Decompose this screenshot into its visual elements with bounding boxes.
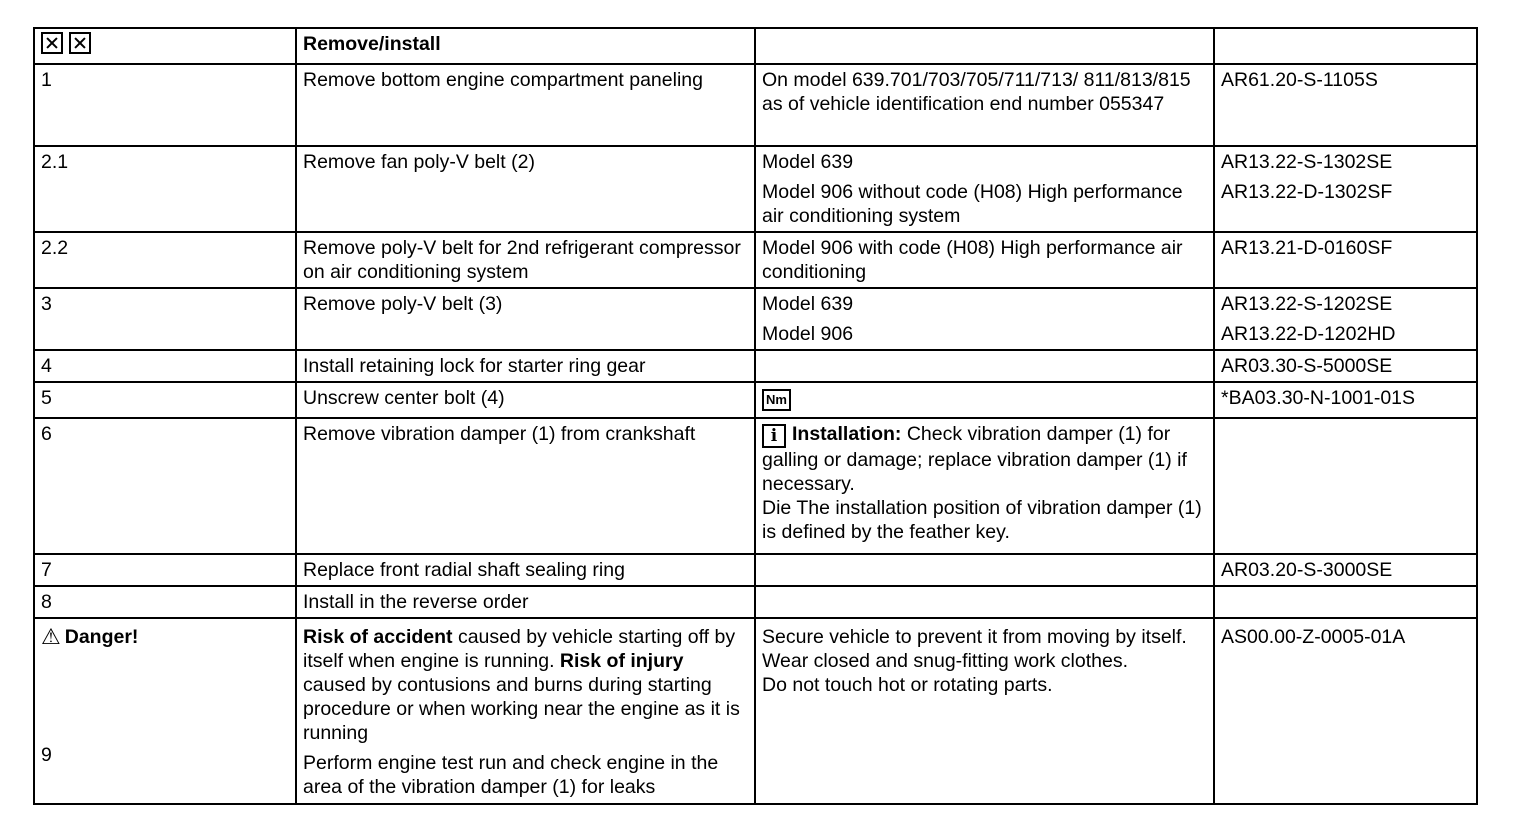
step-notes (755, 146, 1214, 232)
step-notes (755, 288, 1214, 350)
step-notes: Model 906 with code (H08) High performance air conditioning (755, 232, 1214, 288)
table-row (34, 350, 1477, 382)
step-action: Remove poly-V belt for 2nd refrigerant compressor on air conditioning system (296, 232, 755, 288)
danger-label-cell (34, 618, 296, 804)
step-number: 8 (34, 586, 296, 618)
note-line: Die The installation position of vibration damper (1) is defined by the feather key. (762, 497, 1202, 543)
header-title: Remove/install (296, 28, 755, 64)
step-number: 3 (34, 288, 296, 350)
step-action: Remove fan poly-V belt (2) (296, 146, 755, 232)
header-empty-notes (755, 28, 1214, 64)
step-notes (755, 586, 1214, 618)
step-action: Install in the reverse order (296, 586, 755, 618)
table-row (34, 586, 1477, 618)
step-reference (1214, 586, 1477, 618)
note-line: Wear closed and snug-fitting work clothes. (762, 650, 1128, 672)
step-number: 5 (34, 382, 296, 418)
table-row (34, 146, 1477, 232)
step-number: 7 (34, 554, 296, 586)
step-action: Replace front radial shaft sealing ring (296, 554, 755, 586)
table-row (34, 232, 1477, 288)
step-reference[interactable]: AR03.20-S-3000SE (1214, 554, 1477, 586)
risk-accident-text: caused by vehicle starting off by itself when engine is running. (303, 626, 736, 672)
step-action: Remove bottom engine compartment paneling (296, 64, 755, 146)
torque-nm-icon[interactable]: Nm (762, 389, 791, 411)
step-action: Install retaining lock for starter ring gear (296, 350, 755, 382)
step-notes: On model 639.701/703/705/711/713/ 811/813/815 as of vehicle identification end number 055347 (755, 64, 1214, 146)
note-line: Model 906 without code (H08) High performance air conditioning system (762, 181, 1183, 227)
collapse-icon[interactable] (69, 32, 91, 54)
step-action: Remove poly-V belt (3) (296, 288, 755, 350)
step-reference (1214, 288, 1477, 350)
step-reference (1214, 146, 1477, 232)
step-number: 6 (34, 418, 296, 554)
reference-link[interactable]: AR13.22-D-1202HD (1221, 323, 1396, 345)
table-row (34, 64, 1477, 146)
step-number: 9 (41, 744, 52, 766)
note-line: Model 906 (762, 323, 854, 345)
note-line: Model 639 (762, 293, 854, 315)
step-reference[interactable]: AR61.20-S-1105S (1214, 64, 1477, 146)
note-line: Model 639 (762, 151, 854, 173)
danger-notes (755, 618, 1214, 804)
step-reference (1214, 418, 1477, 554)
step-notes (755, 350, 1214, 382)
step-number: 2.1 (34, 146, 296, 232)
installation-label: Installation: (792, 423, 902, 445)
reference-link[interactable]: AR13.22-S-1202SE (1221, 293, 1393, 315)
danger-row (34, 618, 1477, 804)
danger-description (296, 618, 755, 804)
danger-reference[interactable]: AS00.00-Z-0005-01A (1214, 618, 1477, 804)
step-notes (755, 554, 1214, 586)
warning-triangle-icon: ⚠ (41, 624, 61, 649)
step-number: 4 (34, 350, 296, 382)
expand-icon[interactable] (41, 32, 63, 54)
table-header-row (34, 28, 1477, 64)
note-line: Check vibration damper (1) for galling or damage; replace vibration damper (1) if necessary. (762, 423, 1187, 495)
step-action: Remove vibration damper (1) from crankshaft (296, 418, 755, 554)
reference-link[interactable]: AR13.22-D-1302SF (1221, 181, 1393, 203)
step-reference[interactable]: AR03.30-S-5000SE (1214, 350, 1477, 382)
risk-accident-label: Risk of accident (303, 626, 453, 648)
danger-label-text: Danger! (64, 626, 139, 648)
table-row (34, 418, 1477, 554)
step-notes (755, 382, 1214, 418)
header-icons-cell (34, 28, 296, 64)
note-line: Secure vehicle to prevent it from moving by itself. (762, 626, 1187, 648)
step-action: Unscrew center bolt (4) (296, 382, 755, 418)
header-empty-refs (1214, 28, 1477, 64)
step-reference[interactable]: AR13.21-D-0160SF (1214, 232, 1477, 288)
step-reference[interactable]: *BA03.30-N-1001-01S (1214, 382, 1477, 418)
risk-injury-text: caused by contusions and burns during starting procedure or when working near the engine as it is running (303, 674, 740, 744)
table-row (34, 554, 1477, 586)
table-row (34, 288, 1477, 350)
table-row (34, 382, 1477, 418)
danger-label (41, 625, 289, 649)
risk-text (303, 625, 748, 745)
step-number: 1 (34, 64, 296, 146)
step-notes (755, 418, 1214, 554)
info-icon[interactable]: i (762, 424, 786, 448)
reference-link[interactable]: AR13.22-S-1302SE (1221, 151, 1393, 173)
step-action: Perform engine test run and check engine in the area of the vibration damper (1) for leaks (303, 752, 719, 798)
risk-injury-label: Risk of injury (559, 650, 684, 672)
note-line: Do not touch hot or rotating parts. (762, 674, 1053, 696)
step-number: 2.2 (34, 232, 296, 288)
procedure-table (33, 27, 1478, 805)
